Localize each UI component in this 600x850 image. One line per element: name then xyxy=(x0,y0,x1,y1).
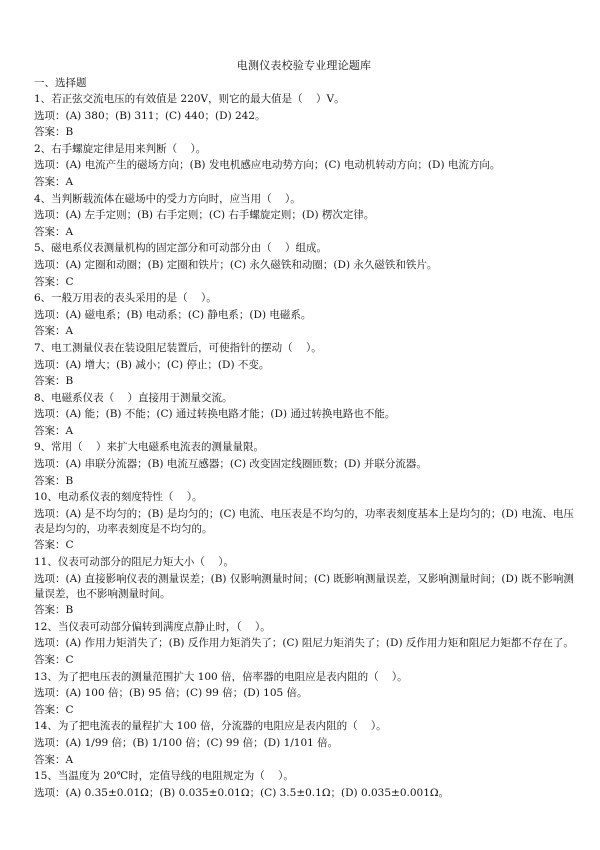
question-options: 选项：(A) 1/99 倍；(B) 1/100 倍；(C) 99 倍；(D) 1/101 倍。 xyxy=(34,736,339,749)
question-text: 6、一般万用表的表头采用的是（ ）。 xyxy=(34,292,217,305)
question-answer: 答案：C xyxy=(34,539,74,552)
question-text: 1、若正弦交流电压的有效值是 220V，则它的最大值是（ ）V。 xyxy=(34,93,345,105)
question-options: 选项：(A) 增大；(B) 减小；(C) 停止；(D) 不变。 xyxy=(34,358,270,371)
question-text: 10、电动系仪表的刻度特性（ ）。 xyxy=(34,491,203,504)
question-text: 12、当仪表可动部分偏转到满度点静止时，（ ）。 xyxy=(34,620,271,633)
question-block xyxy=(34,719,574,767)
question-text: 8、电磁系仪表（ ）直接用于测量交流。 xyxy=(34,391,233,404)
question-block xyxy=(34,142,574,190)
question-options: 选项：(A) 作用力矩消失了；(B) 反作用力矩消失了；(C) 阻尼力矩消失了；(D) 反作用力矩和阻尼力矩都不存在了。 xyxy=(34,637,574,650)
question-block xyxy=(34,391,574,439)
question-answer: 答案：A xyxy=(34,325,74,338)
question-options: 选项：(A) 380；(B) 311；(C) 440；(D) 242。 xyxy=(34,109,266,122)
question-block xyxy=(34,92,574,140)
question-text: 13、为了把电压表的测量范围扩大 100 倍，倍率器的电阻应是表内阻的（ ）。 xyxy=(34,670,408,683)
question-options: 选项：(A) 能；(B) 不能；(C) 通过转换电路才能；(D) 通过转换电路也不能。 xyxy=(34,408,396,421)
question-text: 4、当判断载流体在磁场中的受力方向时，应当用（ ）。 xyxy=(34,192,301,205)
question-answer: 答案：C xyxy=(34,703,74,716)
question-block xyxy=(34,620,574,668)
question-block xyxy=(34,670,574,718)
question-options: 选项：(A) 100 倍；(B) 95 倍；(C) 99 倍；(D) 105 倍。 xyxy=(34,687,308,700)
question-text: 14、为了把电流表的量程扩大 100 倍，分流器的电阻应是表内阻的（ ）。 xyxy=(34,720,387,733)
question-options: 选项：(A) 0.35±0.01Ω；(B) 0.035±0.01Ω；(C) 3.5±0.1Ω；(D) 0.035±0.001Ω。 xyxy=(34,786,450,799)
question-answer: 答案：B xyxy=(34,126,74,139)
question-answer: 答案：C xyxy=(34,654,74,666)
question-block xyxy=(34,769,574,801)
question-text: 2、右手螺旋定律是用来判断（ ）。 xyxy=(34,142,207,155)
question-block xyxy=(34,440,574,488)
question-text: 5、磁电系仪表测量机构的固定部分和可动部分由（ ）组成。 xyxy=(34,242,328,255)
question-answer: 答案：A xyxy=(34,424,74,437)
question-block xyxy=(34,490,574,553)
document-title: 电测仪表校验专业理论题库 xyxy=(236,59,372,72)
question-text: 11、仪表可动部分的阻尼力矩大小（ ）。 xyxy=(34,556,234,569)
question-answer: 答案：A xyxy=(34,225,74,238)
question-text: 15、当温度为 20℃时，定值导线的电阻规定为（ ）。 xyxy=(34,770,294,783)
question-answer: 答案：B xyxy=(34,604,74,617)
question-answer: 答案：B xyxy=(34,474,74,487)
question-block xyxy=(34,241,574,289)
question-block xyxy=(34,192,574,240)
question-options: 选项：(A) 直接影响仪表的测量误差；(B) 仅影响测量时间；(C) 既影响测量误差，又影响测量时间；(D) 既不影响测量误差，也不影响测量时间。 xyxy=(34,572,574,600)
question-block xyxy=(34,341,574,389)
question-block xyxy=(34,555,574,618)
question-answer: 答案：A xyxy=(34,753,74,766)
question-answer: 答案：A xyxy=(34,175,74,188)
question-text: 9、常用（ ）来扩大电磁系电流表的测量量限。 xyxy=(34,441,265,454)
question-options: 选项：(A) 磁电系；(B) 电动系；(C) 静电系；(D) 电磁系。 xyxy=(34,308,312,321)
section-heading: 一、选择题 xyxy=(34,77,87,89)
question-answer: 答案：C xyxy=(34,275,74,288)
question-text: 7、电工测量仪表在装设阻尼装置后，可使指针的摆动（ ）。 xyxy=(34,341,322,354)
question-options: 选项：(A) 串联分流器；(B) 电流互感器；(C) 改变固定线圈匝数；(D) 并联分流器。 xyxy=(34,458,427,471)
question-options: 选项：(A) 是不均匀的；(B) 是均匀的；(C) 电流、电压表是不均匀的，功率表刻度基本上是均匀的；(D) 电流、电压表是均匀的，功率表刻度是不均匀的。 xyxy=(34,507,574,535)
question-options: 选项：(A) 电流产生的磁场方向；(B) 发电机感应电动势方向；(C) 电动机转动方向；(D) 电流方向。 xyxy=(34,159,501,172)
question-options: 选项：(A) 定圈和动圈；(B) 定圈和铁片；(C) 永久磁铁和动圈；(D) 永久磁铁和铁片。 xyxy=(34,258,438,271)
question-block xyxy=(34,291,574,339)
question-options: 选项：(A) 左手定则；(B) 右手定则；(C) 右手螺旋定则；(D) 楞次定律。 xyxy=(34,209,375,222)
question-answer: 答案：B xyxy=(34,375,74,388)
